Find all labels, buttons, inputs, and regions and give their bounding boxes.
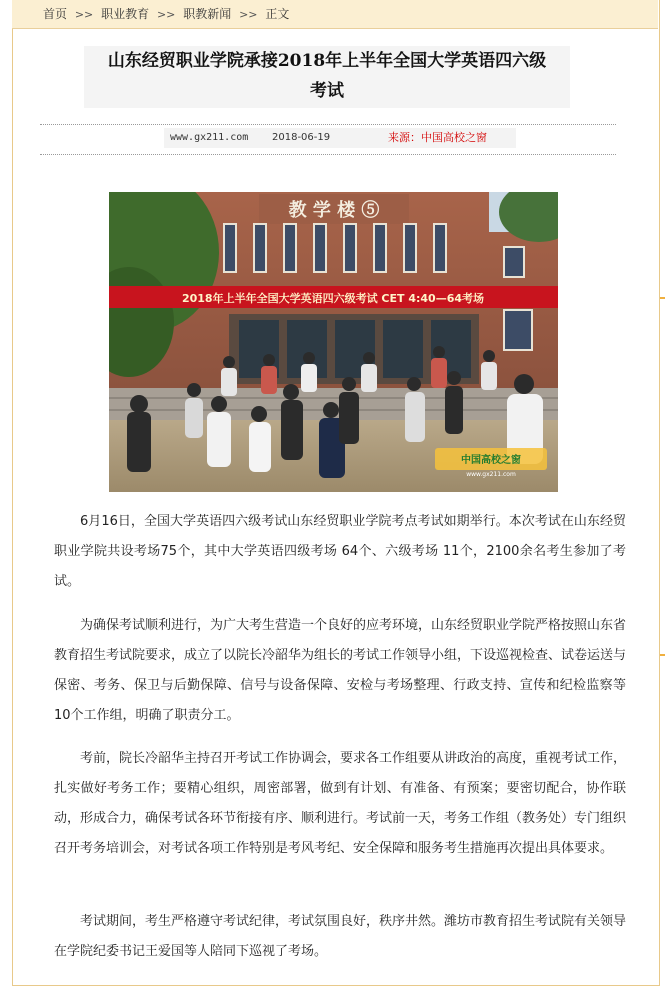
article-paragraph-1: 6月16日，全国大学英语四六级考试山东经贸职业学院考点考试如期举行。本次考试在山东经贸职业学院共设考场75个，其中大学英语四级考场 64个、六级考场 11个，2100余名考生参加了考试。 — [54, 514, 626, 589]
breadcrumb-vocational-education-link[interactable]: 职业教育 — [101, 7, 150, 21]
building-sign: 教 学 楼 ⑤ — [288, 200, 380, 221]
exam-banner-text: 2018年上半年全国大学英语四六级考试 CET 4:40—64考场 — [181, 292, 485, 305]
article-paragraph-4: 考试期间，考生严格遵守考试纪律，考试氛围良好，秩序井然。潍坊市教育招生考试院有关领导在学院纪委书记王爱国等人陪同下巡视了考场。 — [54, 914, 627, 959]
breadcrumb-vocational-news-link[interactable]: 职教新闻 — [183, 7, 232, 21]
article-paragraph-3: 考前，院长冷韶华主持召开考试工作协调会，要求各工作组要从讲政治的高度，重视考试工作，扎实做好考务工作；要精心组织，周密部署，做到有计划、有准备、有预案；要密切配合，协作联动，形成合力，确保考试各环节衔接有序、顺利进行。考试前一天，考务工作组（教务处）专门组织召开考务培训会，对考试各项工作特别是考风考纪、安全保障和服务考生措施再次提出具体要求。 — [54, 751, 627, 856]
breadcrumb-separator: >> — [239, 8, 258, 21]
scroll-marker — [660, 297, 665, 299]
article-title — [84, 46, 570, 106]
site-url: www.gx211.com — [170, 132, 249, 143]
divider — [40, 124, 616, 125]
photo-watermark: 中国高校之窗 — [461, 455, 521, 466]
article-meta — [164, 128, 516, 148]
photo-watermark-url: www.gx211.com — [466, 471, 516, 478]
article-paragraph-2: 为确保考试顺利进行，为广大考生营造一个良好的应考环境，山东经贸职业学院严格按照山东省教育招生考试院要求，成立了以院长冷韶华为组长的考试工作领导小组，下设巡视检查、试卷运送与保密、考务、保卫与后勤保障、信号与设备保障、安检与考场整理、行政支持、宣传和纪检监察等10个工作组，明确了职责分工。 — [54, 618, 627, 723]
publish-date: 2018-06-19 — [272, 132, 331, 143]
breadcrumb-current: 正文 — [265, 7, 290, 21]
scroll-marker — [660, 654, 665, 656]
article-photo — [109, 192, 558, 492]
divider — [40, 154, 616, 155]
article-title-line-1: 山东经贸职业学院承接2018年上半年全国大学英语四六级 — [107, 51, 547, 71]
article-source: 来源：中国高校之窗 — [388, 131, 487, 144]
article-title-line-2: 考试 — [310, 81, 344, 101]
breadcrumb-separator: >> — [156, 8, 176, 21]
breadcrumb — [12, 0, 658, 29]
breadcrumb-home-link[interactable]: 首页 — [43, 7, 68, 21]
breadcrumb-separator: >> — [74, 8, 94, 21]
